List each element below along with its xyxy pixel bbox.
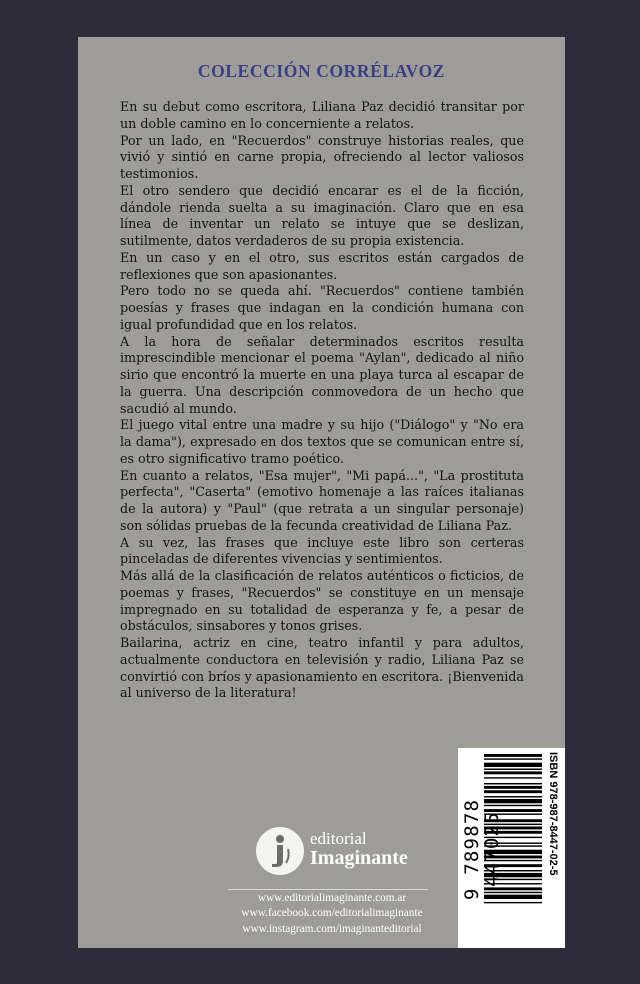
- blurb-paragraph: A la hora de señalar determinados escritos resulta imprescindible mencionar el poema "Aylan", dedicado al niño sirio que encontró la muerte en una playa turca al escapar de la guerra. Una descripción conmovedora de un hecho que sacudió al mundo.: [120, 333, 524, 416]
- blurb-paragraph: Bailarina, actriz en cine, teatro infantil y para adultos, actualmente conductora en televisión y radio, Liliana Paz se convirtió con bríos y apasionamiento en escritora. ¡Bienvenida al universo de la literatura!: [120, 635, 524, 701]
- instagram-link[interactable]: www.instagram.com/imaginanteditorial: [242, 922, 422, 935]
- publisher-name: Imaginante: [310, 847, 408, 869]
- blurb-text: [120, 99, 524, 702]
- publisher-label-small: editorial: [310, 829, 367, 848]
- isbn-barcode: [458, 748, 565, 948]
- website-link[interactable]: www.editorialimaginante.com.ar: [257, 892, 407, 904]
- blurb-paragraph: Más allá de la clasificación de relatos auténticos o ficticios, de poemas y frases, "Recuerdos" se constituye en un mensaje impregnado en su totalidad de esperanza y fe, a pesar de obstáculos, sinsabores y tonos grises.: [120, 568, 524, 634]
- facebook-link[interactable]: www.facebook.com/editorialimaginante: [241, 907, 423, 920]
- blurb-paragraph: En cuanto a relatos, "Esa mujer", "Mi papá...", "La prostituta perfecta", "Caserta" (emotivo homenaje a las raíces italianas de la autora) y "Paul" (que retrata a un singular personaje) son sólidas pruebas de la fecunda creatividad de Liliana Paz.: [120, 467, 524, 533]
- imaginante-logo-icon: [256, 827, 304, 875]
- blurb-paragraph: En su debut como escritora, Liliana Paz decidió transitar por un doble camino en lo concerniente a relatos.: [120, 99, 524, 131]
- isbn-label: ISBN 978-987-8447-02-5: [547, 752, 559, 876]
- blurb-paragraph: A su vez, las frases que incluye este libro son certeras pinceladas de diferentes vivencias y sentimientos.: [120, 534, 524, 567]
- blurb-paragraph: Pero todo no se queda ahí. "Recuerdos" contiene también poesías y frases que indagan en la condición humana con igual profundidad que en los relatos.: [120, 283, 524, 332]
- blurb-paragraph: El juego vital entre una madre y su hijo ("Diálogo" y "No era la dama"), expresado en dos textos que se comunican entre sí, es otro significativo tramo poético.: [120, 417, 524, 466]
- blurb-paragraph: Por un lado, en "Recuerdos" construye historias reales, que vivió y sintió en carne propia, ofreciendo al lector valiosos testimonios.: [120, 132, 524, 181]
- collection-title: COLECCIÓN CORRÉLAVOZ: [197, 61, 446, 81]
- publisher-links: [222, 891, 442, 937]
- blurb-paragraph: En un caso y en el otro, sus escritos están cargados de reflexiones que son apasionantes.: [120, 249, 524, 282]
- blurb-paragraph: El otro sendero que decidió encarar es el de la ficción, dándole rienda suelta a su imaginación. Claro que en esa línea de inventar un relato se intuye que se deslizan, sutilmente, datos verdaderos de su propia existencia.: [120, 182, 524, 248]
- back-cover: [78, 37, 565, 948]
- barcode-digits: 9 789878 447025: [461, 798, 503, 900]
- publisher-logo: [256, 825, 416, 877]
- divider: [228, 889, 428, 890]
